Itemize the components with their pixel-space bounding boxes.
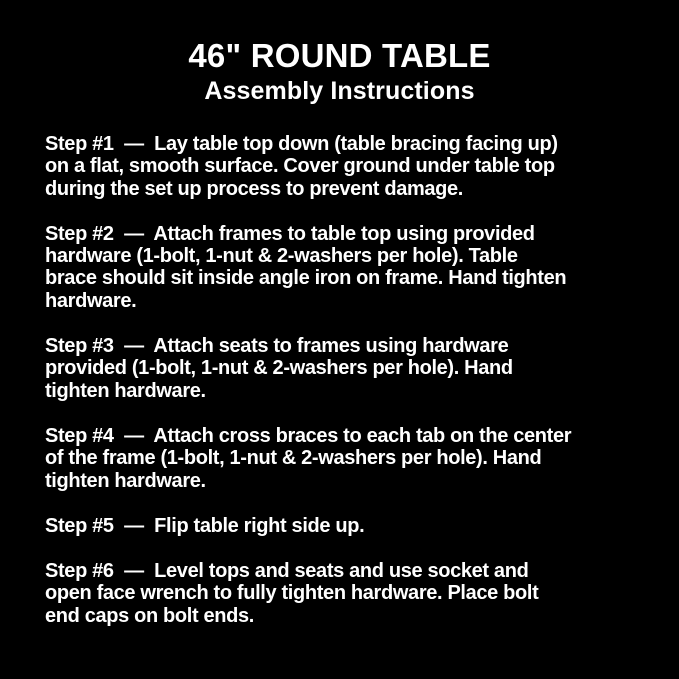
step-6-line-1: Step #6 — Level tops and seats and use socket and — [45, 560, 529, 583]
step-3 — [45, 335, 649, 402]
step-3-line-3: tighten hardware. — [45, 379, 206, 402]
step-2 — [45, 223, 649, 312]
step-2-line-3: brace should sit inside angle iron on frame. Hand tighten — [45, 267, 567, 290]
step-1-line-3: during the set up process to prevent damage. — [45, 177, 464, 200]
page-title: 46" ROUND TABLE — [188, 37, 491, 74]
step-1-line-2: on a flat, smooth surface. Cover ground under table top — [45, 155, 555, 178]
step-6-line-3: end caps on bolt ends. — [45, 604, 254, 627]
step-2-line-4: hardware. — [45, 289, 137, 312]
step-4-line-3: tighten hardware. — [45, 469, 206, 492]
step-5-line-1: Step #5 — Flip table right side up. — [45, 514, 365, 537]
step-6 — [45, 560, 649, 627]
page-subtitle: Assembly Instructions — [204, 77, 475, 105]
step-3-line-2: provided (1-bolt, 1-nut & 2-washers per hole). Hand — [45, 357, 513, 380]
step-1-line-1: Step #1 — Lay table top down (table bracing facing up) — [45, 133, 558, 155]
step-6-line-2: open face wrench to fully tighten hardware. Place bolt — [45, 582, 539, 605]
step-4-line-2: of the frame (1-bolt, 1-nut & 2-washers per hole). Hand — [45, 447, 542, 470]
steps-list — [0, 106, 679, 627]
step-3-line-1: Step #3 — Attach seats to frames using hardware — [45, 335, 509, 358]
step-2-line-1: Step #2 — Attach frames to table top using provided — [45, 222, 535, 245]
step-2-line-2: hardware (1-bolt, 1-nut & 2-washers per hole). Table — [45, 245, 518, 268]
step-4-line-1: Step #4 — Attach cross braces to each tab on the center — [45, 424, 572, 447]
step-5 — [45, 515, 649, 537]
step-4 — [45, 425, 649, 492]
step-1 — [45, 133, 649, 200]
